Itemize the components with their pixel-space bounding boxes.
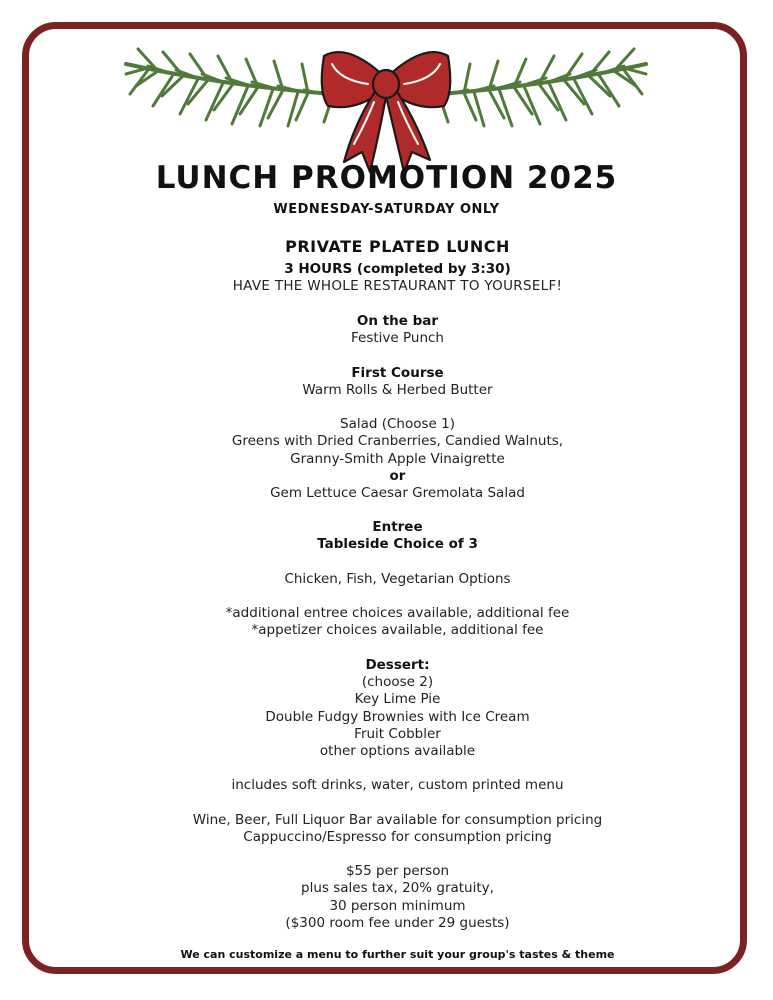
bar-label: On the bar: [356, 313, 439, 329]
dessert-item: Fruit Cobbler: [354, 726, 441, 742]
hours-text: 3 HOURS (completed by 3:30): [284, 261, 511, 277]
page-subtitle: WEDNESDAY-SATURDAY ONLY: [273, 202, 500, 217]
dessert-item: other options available: [319, 743, 476, 759]
entree-label: Entree: [372, 519, 423, 535]
room-fee-text: ($300 room fee under 29 guests): [285, 915, 510, 931]
tagline-text: HAVE THE WHOLE RESTAURANT TO YOURSELF!: [232, 278, 563, 294]
includes-text: includes soft drinks, water, custom printed menu: [231, 777, 564, 793]
entree-options: Chicken, Fish, Vegetarian Options: [284, 571, 511, 587]
entree-choice: Tableside Choice of 3: [317, 536, 478, 552]
dessert-item: Key Lime Pie: [354, 691, 441, 707]
or-text: or: [389, 468, 406, 484]
price-text: $55 per person: [345, 863, 450, 879]
dessert-label: Dessert:: [365, 657, 430, 673]
garland-bow-icon: [118, 44, 654, 179]
entree-note-1: *additional entree choices available, additional fee: [225, 605, 570, 621]
salad-label: Salad (Choose 1): [340, 416, 455, 432]
footer-note: We can customize a menu to further suit your group's tastes & theme: [180, 948, 615, 961]
bar-service-line-2: Cappuccino/Espresso for consumption pricing: [243, 829, 552, 845]
salad-option-2: Gem Lettuce Caesar Gremolata Salad: [270, 485, 525, 501]
entree-note-2: *appetizer choices available, additional fee: [251, 622, 544, 638]
first-course-label: First Course: [351, 365, 444, 381]
salad-option-1: Greens with Dried Cranberries, Candied Walnuts,: [231, 433, 564, 449]
minimum-text: 30 person minimum: [329, 898, 466, 914]
dessert-item: Double Fudgy Brownies with Ice Cream: [265, 709, 530, 725]
section-heading: PRIVATE PLATED LUNCH: [285, 237, 510, 256]
tax-text: plus sales tax, 20% gratuity,: [301, 880, 494, 896]
salad-option-1-cont: Granny-Smith Apple Vinaigrette: [290, 451, 505, 467]
bar-service-line-1: Wine, Beer, Full Liquor Bar available for consumption pricing: [192, 812, 603, 828]
dessert-choose: (choose 2): [361, 674, 434, 690]
bar-item: Festive Punch: [351, 330, 444, 346]
first-course-item: Warm Rolls & Herbed Butter: [302, 382, 493, 398]
page-title: LUNCH PROMOTION 2025: [155, 160, 618, 196]
